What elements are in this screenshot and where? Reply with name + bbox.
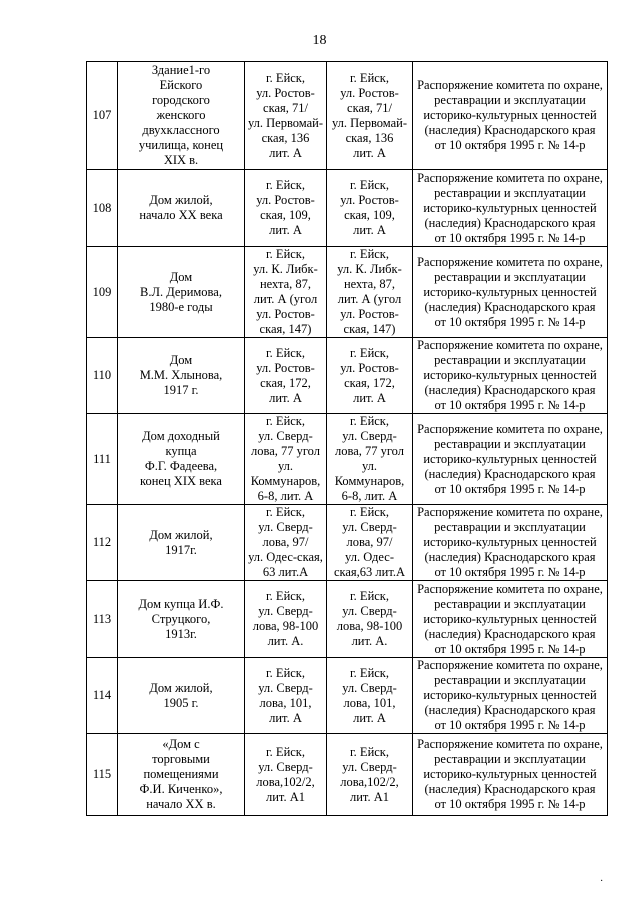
protection-document: Распоряжение комитета по охране, реставрации и эксплуатации историко-культурных ценностей (наследия) Краснодарского края от 10 октября 1995 г. № 14-р bbox=[413, 170, 608, 247]
object-address: г. Ейск, ул. Сверд- лова, 77 угол ул. Коммунаров, 6-8, лит. А bbox=[245, 414, 327, 505]
table-row bbox=[87, 581, 608, 658]
object-address: г. Ейск, ул. Сверд- лова,102/2, лит. А1 bbox=[245, 734, 327, 816]
table-row bbox=[87, 338, 608, 414]
protection-document: Распоряжение комитета по охране, реставрации и эксплуатации историко-культурных ценностей (наследия) Краснодарского края от 10 октября 1995 г. № 14-р bbox=[413, 581, 608, 658]
object-location: г. Ейск, ул. Ростов- ская, 71/ ул. Первомай- ская, 136 лит. А bbox=[327, 62, 413, 170]
object-location: г. Ейск, ул. Ростов- ская, 172, лит. А bbox=[327, 338, 413, 414]
protection-document: Распоряжение комитета по охране, реставрации и эксплуатации историко-культурных ценностей (наследия) Краснодарского края от 10 октября 1995 г. № 14-р bbox=[413, 505, 608, 581]
object-address: г. Ейск, ул. Ростов- ская, 172, лит. А bbox=[245, 338, 327, 414]
protection-document: Распоряжение комитета по охране, реставрации и эксплуатации историко-культурных ценностей (наследия) Краснодарского края от 10 октября 1995 г. № 14-р bbox=[413, 414, 608, 505]
table-row bbox=[87, 505, 608, 581]
row-number: 108 bbox=[87, 170, 118, 247]
protection-document: Распоряжение комитета по охране, реставрации и эксплуатации историко-культурных ценностей (наследия) Краснодарского края от 10 октября 1995 г. № 14-р bbox=[413, 338, 608, 414]
protection-document: Распоряжение комитета по охране, реставрации и эксплуатации историко-культурных ценностей (наследия) Краснодарского края от 10 октября 1995 г. № 14-р bbox=[413, 62, 608, 170]
object-address: г. Ейск, ул. К. Либк- нехта, 87, лит. А (угол ул. Ростов- ская, 147) bbox=[245, 247, 327, 338]
object-location: г. Ейск, ул. К. Либк- нехта, 87, лит. А (угол ул. Ростов- ская, 147) bbox=[327, 247, 413, 338]
row-number: 114 bbox=[87, 658, 118, 734]
object-location: г. Ейск, ул. Сверд- лова,102/2, лит. А1 bbox=[327, 734, 413, 816]
object-name: Дом купца И.Ф. Струцкого, 1913г. bbox=[118, 581, 245, 658]
row-number: 111 bbox=[87, 414, 118, 505]
table-row bbox=[87, 247, 608, 338]
object-name: Дом жилой, начало XX века bbox=[118, 170, 245, 247]
object-name: Дом М.М. Хлынова, 1917 г. bbox=[118, 338, 245, 414]
object-name: Дом жилой, 1917г. bbox=[118, 505, 245, 581]
object-address: г. Ейск, ул. Ростов- ская, 109, лит. А bbox=[245, 170, 327, 247]
table-row bbox=[87, 62, 608, 170]
object-name: «Дом с торговыми помещениями Ф.И. Киченко», начало XX в. bbox=[118, 734, 245, 816]
protection-document: Распоряжение комитета по охране, реставрации и эксплуатации историко-культурных ценностей (наследия) Краснодарского края от 10 октября 1995 г. № 14-р bbox=[413, 247, 608, 338]
table-row bbox=[87, 414, 608, 505]
row-number: 109 bbox=[87, 247, 118, 338]
object-address: г. Ейск, ул. Сверд- лова, 101, лит. А bbox=[245, 658, 327, 734]
object-address: г. Ейск, ул. Сверд- лова, 98-100 лит. А. bbox=[245, 581, 327, 658]
table-row bbox=[87, 658, 608, 734]
object-name: Дом жилой, 1905 г. bbox=[118, 658, 245, 734]
object-address: г. Ейск, ул. Сверд- лова, 97/ ул. Одес-ская, 63 лит.А bbox=[245, 505, 327, 581]
stray-mark: · bbox=[600, 876, 604, 887]
row-number: 112 bbox=[87, 505, 118, 581]
row-number: 113 bbox=[87, 581, 118, 658]
row-number: 107 bbox=[87, 62, 118, 170]
heritage-registry-table bbox=[86, 61, 608, 816]
object-address: г. Ейск, ул. Ростов- ская, 71/ ул. Первомай- ская, 136 лит. А bbox=[245, 62, 327, 170]
table-row bbox=[87, 734, 608, 816]
row-number: 110 bbox=[87, 338, 118, 414]
object-location: г. Ейск, ул. Сверд- лова, 97/ ул. Одес- ская,63 лит.А bbox=[327, 505, 413, 581]
protection-document: Распоряжение комитета по охране, реставрации и эксплуатации историко-культурных ценностей (наследия) Краснодарского края от 10 октября 1995 г. № 14-р bbox=[413, 658, 608, 734]
page-number: 18 bbox=[312, 33, 327, 48]
object-name: Дом В.Л. Деримова, 1980-е годы bbox=[118, 247, 245, 338]
object-location: г. Ейск, ул. Ростов- ская, 109, лит. А bbox=[327, 170, 413, 247]
object-location: г. Ейск, ул. Сверд- лова, 101, лит. А bbox=[327, 658, 413, 734]
object-location: г. Ейск, ул. Сверд- лова, 77 угол ул. Коммунаров, 6-8, лит. А bbox=[327, 414, 413, 505]
object-location: г. Ейск, ул. Сверд- лова, 98-100 лит. А. bbox=[327, 581, 413, 658]
protection-document: Распоряжение комитета по охране, реставрации и эксплуатации историко-культурных ценностей (наследия) Краснодарского края от 10 октября 1995 г. № 14-р bbox=[413, 734, 608, 816]
table-row bbox=[87, 170, 608, 247]
object-name: Здание1-го Ейского городского женского двухклассного училища, конец XIX в. bbox=[118, 62, 245, 170]
object-name: Дом доходный купца Ф.Г. Фадеева, конец XIX века bbox=[118, 414, 245, 505]
row-number: 115 bbox=[87, 734, 118, 816]
